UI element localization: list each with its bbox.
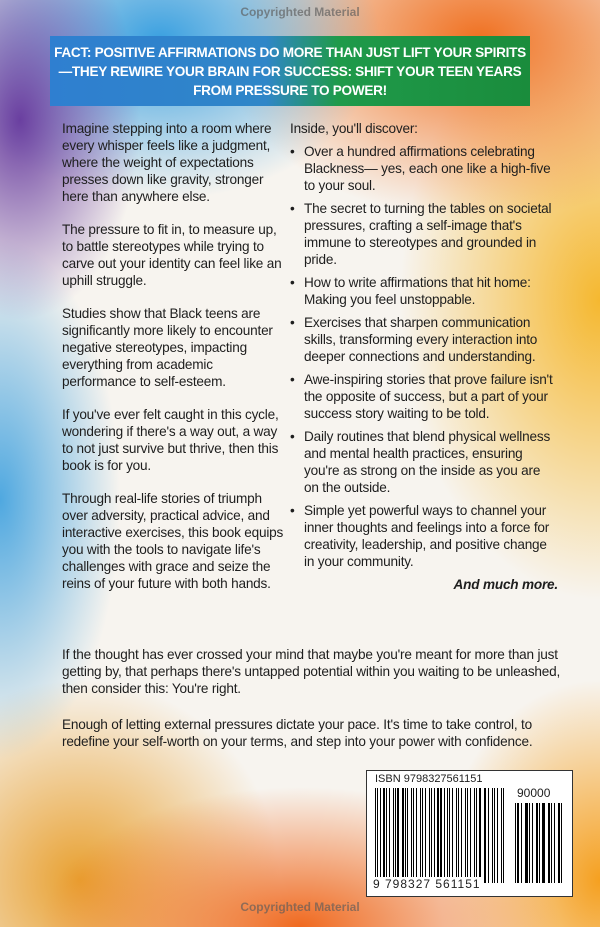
barcode-bar	[476, 788, 478, 883]
barcode-bar	[521, 803, 522, 883]
barcode-bar	[536, 803, 538, 883]
watermark-bottom: Copyrighted Material	[240, 900, 360, 914]
list-item: • Simple yet powerful ways to channel your inner thoughts and feelings into a force for creativity, leadership, and positive change in your community.	[290, 502, 558, 570]
list-item: • Daily routines that blend physical wellness and mental health practices, ensuring you're as strong on the inside as you are on the outside.	[290, 428, 558, 496]
barcode-bar	[449, 788, 450, 883]
barcode-bar	[485, 788, 486, 883]
barcode-bar	[425, 788, 426, 883]
list-item: • Over a hundred affirmations celebrating Blackness— yes, each one like a high-five to your soul.	[290, 143, 558, 194]
isbn-label: ISBN 9798327561151	[375, 773, 483, 785]
barcode-bar	[461, 788, 463, 883]
barcode-digits: 9 798327 561151	[373, 877, 481, 891]
barcode-bar	[447, 788, 448, 883]
barcode-bar	[465, 788, 466, 883]
barcode-bar	[420, 788, 421, 883]
barcode-bar	[494, 788, 495, 883]
barcode-bar	[429, 788, 430, 883]
feature-list	[290, 143, 558, 570]
barcode-bar	[383, 788, 385, 883]
bottom-paragraph: Enough of letting external pressures dictate your pace. It's time to take control, to redefine your self-worth on your terms, and step into your power with confidence.	[62, 717, 533, 749]
barcode-bar	[492, 788, 493, 883]
barcode-bar	[452, 788, 453, 883]
headline-banner: FACT: POSITIVE AFFIRMATIONS DO MORE THAN JUST LIFT YOUR SPIRITS—THEY REWIRE YOUR BRAIN FOR SUCCESS: SHIFT YOUR TEEN YEARS FROM PRESSURE TO POWER!	[50, 36, 530, 106]
list-item: • The secret to turning the tables on societal pressures, crafting a self-image that's immune to stereotypes and grounded in pride.	[290, 200, 558, 268]
barcode-bar	[456, 788, 457, 883]
barcode-bar	[529, 803, 530, 883]
barcode-box	[366, 770, 573, 897]
left-column	[62, 120, 284, 608]
barcode-bar	[501, 788, 503, 883]
barcode-bar	[437, 788, 439, 883]
barcode-bar	[413, 788, 414, 883]
barcode-bar	[542, 803, 545, 883]
barcode-bar	[467, 788, 468, 883]
paragraph: The pressure to fit in, to measure up, to battle stereotypes while trying to carve out your identity can feel like an uphill struggle.	[62, 222, 282, 288]
barcode-bar	[407, 788, 408, 883]
barcode-bar	[532, 803, 533, 883]
barcode-bar	[561, 803, 562, 883]
barcode-bar	[525, 803, 528, 883]
barcode-bar	[497, 788, 498, 883]
barcode-bar	[470, 788, 471, 883]
watermark-top: Copyrighted Material	[240, 5, 360, 19]
barcode-bar	[377, 788, 378, 883]
barcode-bar	[422, 788, 424, 883]
barcode-bar	[416, 788, 417, 883]
barcode-bar	[517, 803, 519, 883]
barcode-bar	[405, 788, 406, 883]
barcode-bar	[386, 788, 387, 883]
barcode-bar	[474, 788, 475, 883]
barcode-bar	[397, 788, 399, 883]
barcode-bar	[411, 788, 412, 883]
list-item: • Exercises that sharpen communication skills, transforming every interaction into deeper connections and understanding.	[290, 314, 558, 365]
barcode-bar	[484, 788, 485, 883]
barcode-bar	[389, 788, 390, 883]
barcode-bar	[515, 803, 516, 883]
barcode-bar	[444, 788, 445, 883]
paragraph: Through real-life stories of triumph over adversity, practical advice, and interactive exercises, this book equips you with the tools to navigate life's challenges with grace and seize the reins of your future with both hands.	[62, 491, 284, 591]
barcode-bar	[551, 803, 552, 883]
barcode-bar	[554, 803, 555, 883]
list-item: • Awe-inspiring stories that prove failure isn't the opposite of success, but a part of your success story waiting to be told.	[290, 371, 558, 422]
paragraph: If you've ever felt caught in this cycle, wondering if there's a way out, a way to not just survive but thrive, then this book is for you.	[62, 407, 279, 473]
barcode-bar	[395, 788, 396, 883]
barcode-bar	[548, 803, 550, 883]
barcode-bar	[431, 788, 432, 883]
barcode-bar	[440, 788, 441, 883]
barcode-bar	[393, 788, 394, 883]
barcode-icon	[375, 788, 505, 883]
barcode-bar	[503, 788, 504, 883]
and-more: And much more.	[453, 577, 558, 592]
paragraph: Studies show that Black teens are significantly more likely to encounter negative stereotypes, impacting everything from academic performance to self-esteem.	[62, 306, 273, 389]
bottom-paragraph: If the thought has ever crossed your mind that maybe you're meant for more than just getting by, that perhaps there's untapped potential within you waiting to be unleashed, then consider this: You're right.	[62, 647, 561, 696]
barcode-bar	[375, 788, 376, 883]
barcode-bar	[558, 803, 560, 883]
list-intro: Inside, you'll discover:	[290, 121, 418, 136]
barcode-bar	[479, 788, 480, 883]
barcode-bar	[402, 788, 403, 883]
supplement-barcode-icon	[515, 803, 563, 883]
paragraph: Imagine stepping into a room where every whisper feels like a judgment, where the weight of expectations presses down like gravity, stronger here than anywhere else.	[62, 121, 272, 204]
barcode-bar	[539, 803, 540, 883]
barcode-bar	[380, 788, 381, 883]
list-item: • How to write affirmations that hit home: Making you feel unstoppable.	[290, 274, 558, 308]
barcode-bar	[488, 788, 489, 883]
price-code: 90000	[517, 786, 551, 800]
barcode-bar	[434, 788, 435, 883]
barcode-bar	[458, 788, 459, 883]
right-column	[290, 120, 558, 593]
